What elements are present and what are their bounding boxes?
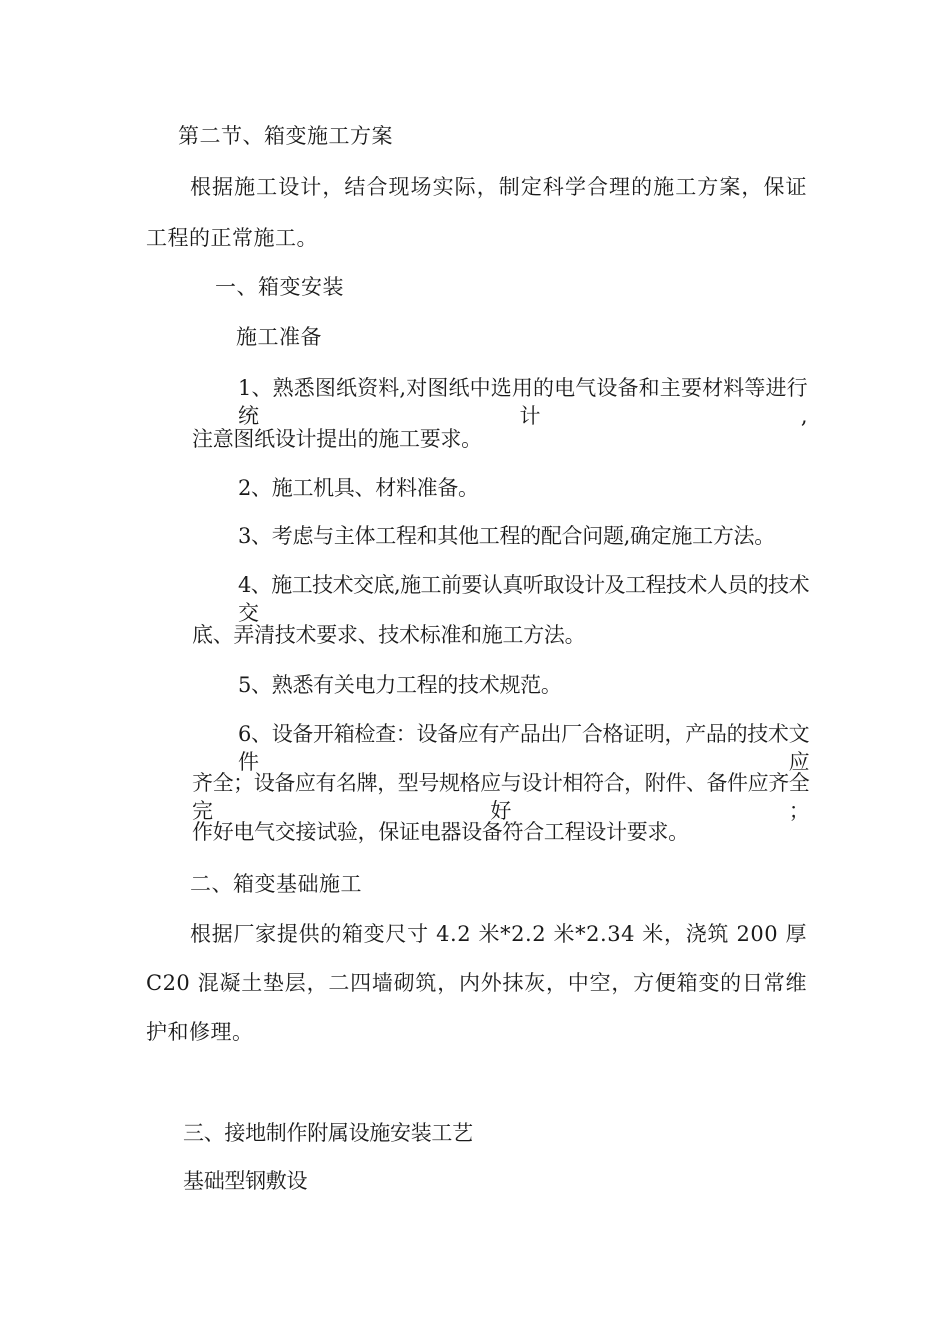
part2-paragraph-line-2: C20 混凝土垫层，二四墙砌筑，内外抹灰，中空，方便箱变的日常维 — [146, 971, 807, 995]
part1-item6-line-3: 作好电气交接试验，保证电器设备符合工程设计要求。 — [192, 820, 689, 844]
intro-paragraph-line-2: 工程的正常施工。 — [146, 226, 318, 250]
part1-item2: 2、施工机具、材料准备。 — [238, 476, 479, 500]
part1-item6-line-2: 齐全；设备应有名牌，型号规格应与设计相符合，附件、备件应齐全完好； — [192, 771, 809, 823]
part1-item3: 3、考虑与主体工程和其他工程的配合问题,确定施工方法。 — [238, 524, 775, 548]
part1-heading: 一、箱变安装 — [215, 275, 344, 299]
part2-heading: 二、箱变基础施工 — [190, 872, 362, 896]
part1-item1-line-1: 1、熟悉图纸资料,对图纸中选用的电气设备和主要材料等进行统计, — [238, 376, 807, 428]
part2-paragraph-line-1: 根据厂家提供的箱变尺寸 4.2 米*2.2 米*2.34 米，浇筑 200 厚 — [190, 922, 807, 946]
part3-subheading: 基础型钢敷设 — [183, 1169, 308, 1193]
part3-heading: 三、接地制作附属设施安装工艺 — [183, 1121, 473, 1145]
part1-item4-line-2: 底、弄清技术要求、技术标准和施工方法。 — [192, 623, 586, 647]
part1-item5: 5、熟悉有关电力工程的技术规范。 — [238, 673, 562, 697]
part1-item6-line-1: 6、设备开箱检查：设备应有产品出厂合格证明，产品的技术文件应 — [238, 722, 809, 774]
section-title: 第二节、箱变施工方案 — [178, 124, 393, 148]
intro-paragraph-line-1: 根据施工设计，结合现场实际，制定科学合理的施工方案，保证 — [190, 175, 807, 199]
part1-subheading: 施工准备 — [236, 325, 322, 349]
part1-item4-line-1: 4、施工技术交底,施工前要认真听取设计及工程技术人员的技术交 — [238, 573, 809, 625]
part2-paragraph-line-3: 护和修理。 — [146, 1020, 254, 1044]
part1-item1-line-2: 注意图纸设计提出的施工要求。 — [192, 427, 482, 451]
